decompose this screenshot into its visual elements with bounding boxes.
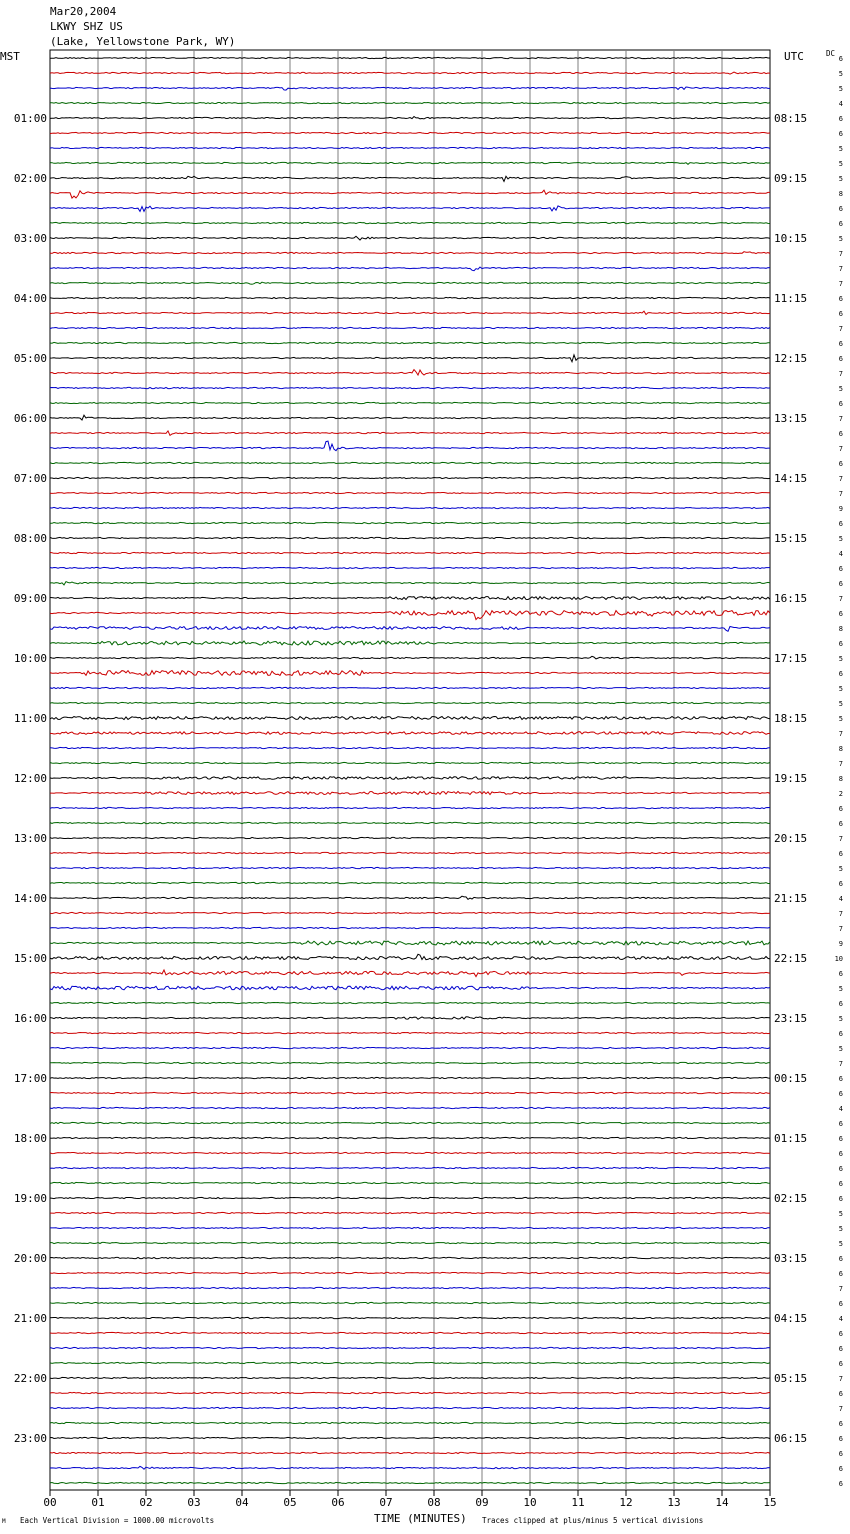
x-tick-label: 03 (187, 1496, 201, 1509)
dc-offset-value: 7 (838, 760, 843, 768)
clip-note: Traces clipped at plus/minus 5 vertical divisions (482, 1516, 704, 1525)
dc-offset-value: 5 (838, 1045, 843, 1053)
trace-row (50, 1317, 770, 1318)
trace-row (50, 1407, 770, 1408)
header-date: Mar20,2004 (50, 5, 117, 18)
trace-row (50, 222, 770, 223)
left-hour-label: 17:00 (13, 1072, 47, 1085)
dc-offset-value: 6 (838, 1075, 843, 1083)
trace-row (50, 1437, 770, 1438)
dc-offset-value: 5 (838, 235, 843, 243)
dc-offset-value: 6 (838, 1345, 843, 1353)
left-hour-label: 20:00 (13, 1252, 47, 1265)
dc-offset-value: 7 (838, 1285, 843, 1293)
dc-offset-value: 6 (838, 1435, 843, 1443)
dc-offset-value: 6 (838, 55, 843, 63)
trace-row (50, 1092, 770, 1093)
dc-offset-value: 7 (838, 1375, 843, 1383)
trace-row (50, 732, 770, 735)
x-tick-label: 10 (523, 1496, 537, 1509)
trace-row (50, 176, 770, 181)
dc-offset-value: 6 (838, 670, 843, 678)
right-hour-label: 06:15 (774, 1432, 808, 1445)
trace-row (50, 641, 770, 645)
trace-row (50, 162, 770, 164)
trace-row (50, 355, 770, 362)
trace-row (50, 777, 770, 780)
dc-offset-value: 6 (838, 820, 843, 828)
trace-row (50, 1107, 770, 1108)
trace-row (50, 822, 770, 823)
dc-offset-value: 7 (838, 595, 843, 603)
trace-row (50, 927, 770, 928)
dc-offset-value: 8 (838, 190, 843, 198)
right-hour-label: 03:15 (774, 1252, 808, 1265)
trace-row (50, 1182, 770, 1183)
dc-offset-value: 6 (838, 1030, 843, 1038)
trace-row (50, 954, 770, 959)
dc-offset-value: 9 (838, 505, 843, 513)
dc-offset-value: 7 (838, 280, 843, 288)
dc-offset-value: 5 (838, 1240, 843, 1248)
trace-row (50, 477, 770, 478)
left-hour-label: 19:00 (13, 1192, 47, 1205)
dc-offset-value: 7 (838, 415, 843, 423)
x-tick-label: 11 (571, 1496, 585, 1509)
left-hour-label: 23:00 (13, 1432, 47, 1445)
trace-row (50, 327, 770, 328)
left-hour-label: 13:00 (13, 832, 47, 845)
dc-offset-value: 6 (838, 130, 843, 138)
dc-label: DC (826, 49, 836, 58)
trace-row (50, 896, 770, 899)
scale-note: Each Vertical Division = 1000.00 microvolts (20, 1516, 215, 1525)
left-hour-label: 12:00 (13, 772, 47, 785)
trace-row (50, 867, 770, 868)
dc-offset-value: 2 (838, 790, 843, 798)
right-hour-label: 02:15 (774, 1192, 808, 1205)
trace-row (50, 1137, 770, 1138)
x-tick-label: 07 (379, 1496, 393, 1509)
x-tick-label: 05 (283, 1496, 297, 1509)
trace-row (50, 567, 770, 568)
trace-row (50, 1032, 770, 1033)
dc-offset-value: 5 (838, 685, 843, 693)
trace-row (50, 462, 770, 463)
dc-offset-value: 6 (838, 610, 843, 618)
dc-offset-value: 5 (838, 1210, 843, 1218)
left-hour-label: 11:00 (13, 712, 47, 725)
dc-offset-value: 7 (838, 490, 843, 498)
trace-row (50, 102, 770, 103)
dc-offset-value: 6 (838, 520, 843, 528)
trace-row (50, 311, 770, 314)
right-hour-label: 22:15 (774, 952, 808, 965)
left-hour-label: 21:00 (13, 1312, 47, 1325)
trace-row (50, 807, 770, 808)
dc-offset-value: 6 (838, 460, 843, 468)
dc-offset-value: 6 (838, 565, 843, 573)
trace-row (50, 552, 770, 553)
trace-row (50, 1392, 770, 1393)
dc-offset-value: 6 (838, 805, 843, 813)
dc-offset-value: 6 (838, 1270, 843, 1278)
dc-offset-value: 10 (834, 955, 843, 963)
dc-offset-value: 6 (838, 850, 843, 858)
right-hour-label: 13:15 (774, 412, 808, 425)
left-hour-label: 06:00 (13, 412, 47, 425)
dc-offset-value: 9 (838, 940, 843, 948)
left-hour-label: 15:00 (13, 952, 47, 965)
trace-row (50, 1257, 770, 1258)
right-hour-label: 05:15 (774, 1372, 808, 1385)
trace-row (50, 1362, 770, 1363)
dc-offset-value: 6 (838, 430, 843, 438)
trace-row (50, 792, 770, 795)
dc-offset-value: 6 (838, 580, 843, 588)
right-hour-label: 00:15 (774, 1072, 808, 1085)
trace-row (50, 252, 770, 254)
trace-row (50, 57, 770, 58)
dc-offset-value: 5 (838, 160, 843, 168)
trace-row (50, 882, 770, 883)
trace-row (50, 671, 770, 676)
x-tick-label: 01 (91, 1496, 105, 1509)
trace-row (50, 431, 770, 436)
trace-row (50, 415, 770, 420)
x-tick-label: 13 (667, 1496, 681, 1509)
x-tick-label: 14 (715, 1496, 729, 1509)
x-tick-label: 02 (139, 1496, 153, 1509)
dc-offset-value: 5 (838, 70, 843, 78)
trace-row (50, 1347, 770, 1348)
dc-offset-value: 6 (838, 1465, 843, 1473)
trace-row (50, 282, 770, 284)
trace-row (50, 1017, 770, 1019)
dc-offset-value: 6 (838, 310, 843, 318)
trace-row (50, 342, 770, 343)
trace-row (50, 1122, 770, 1123)
left-hour-label: 07:00 (13, 472, 47, 485)
trace-row (50, 611, 770, 620)
dc-offset-value: 6 (838, 1450, 843, 1458)
trace-row (50, 72, 770, 74)
header-location: (Lake, Yellowstone Park, WY) (50, 35, 236, 48)
x-tick-label: 09 (475, 1496, 489, 1509)
dc-offset-value: 6 (838, 1000, 843, 1008)
dc-offset-value: 4 (838, 550, 843, 558)
trace-row (50, 687, 770, 688)
left-timezone-label: MST (0, 50, 20, 63)
left-hour-label: 18:00 (13, 1132, 47, 1145)
right-hour-label: 08:15 (774, 112, 808, 125)
right-hour-label: 10:15 (774, 232, 808, 245)
dc-offset-value: 6 (838, 970, 843, 978)
dc-offset-value: 5 (838, 535, 843, 543)
dc-offset-value: 6 (838, 355, 843, 363)
dc-offset-value: 4 (838, 1315, 843, 1323)
left-hour-label: 14:00 (13, 892, 47, 905)
left-hour-label: 10:00 (13, 652, 47, 665)
dc-offset-value: 6 (838, 1165, 843, 1173)
dc-offset-value: 6 (838, 1255, 843, 1263)
right-hour-label: 20:15 (774, 832, 808, 845)
x-tick-label: 00 (43, 1496, 57, 1509)
dc-offset-value: 6 (838, 1180, 843, 1188)
x-tick-label: 08 (427, 1496, 441, 1509)
dc-offset-value: 6 (838, 1135, 843, 1143)
dc-offset-value: 5 (838, 1015, 843, 1023)
dc-offset-value: 7 (838, 325, 843, 333)
right-timezone-label: UTC (784, 50, 804, 63)
x-tick-label: 12 (619, 1496, 633, 1509)
trace-row (50, 387, 770, 388)
left-hour-label: 16:00 (13, 1012, 47, 1025)
left-hour-label: 22:00 (13, 1372, 47, 1385)
right-hour-label: 11:15 (774, 292, 808, 305)
dc-offset-value: 5 (838, 1225, 843, 1233)
dc-offset-value: 7 (838, 910, 843, 918)
trace-row (50, 970, 770, 977)
trace-row (50, 762, 770, 763)
trace-row (50, 1152, 770, 1153)
x-tick-label: 04 (235, 1496, 249, 1509)
dc-offset-value: 5 (838, 715, 843, 723)
trace-row (50, 941, 770, 945)
dc-offset-value: 7 (838, 265, 843, 273)
right-hour-label: 23:15 (774, 1012, 808, 1025)
trace-row (50, 1422, 770, 1423)
dc-offset-value: 6 (838, 1120, 843, 1128)
right-hour-label: 01:15 (774, 1132, 808, 1145)
trace-row (50, 402, 770, 403)
dc-offset-value: 7 (838, 1060, 843, 1068)
trace-row (50, 117, 770, 119)
dc-offset-value: 4 (838, 100, 843, 108)
dc-offset-value: 6 (838, 1150, 843, 1158)
trace-row (50, 986, 770, 990)
dc-offset-value: 6 (838, 640, 843, 648)
x-tick-label: 15 (763, 1496, 777, 1509)
left-hour-label: 01:00 (13, 112, 47, 125)
trace-row (50, 1197, 770, 1198)
left-hour-label: 04:00 (13, 292, 47, 305)
trace-row (50, 1272, 770, 1273)
dc-offset-value: 7 (838, 835, 843, 843)
dc-offset-value: 7 (838, 730, 843, 738)
dc-offset-value: 6 (838, 295, 843, 303)
trace-row (50, 852, 770, 853)
right-hour-label: 04:15 (774, 1312, 808, 1325)
trace-row (50, 702, 770, 703)
right-hour-label: 17:15 (774, 652, 808, 665)
trace-row (50, 132, 770, 133)
trace-row (50, 190, 770, 198)
dc-offset-value: 4 (838, 1105, 843, 1113)
plot-frame (50, 50, 770, 1490)
trace-row (50, 441, 770, 451)
dc-offset-value: 6 (838, 1090, 843, 1098)
right-hour-label: 16:15 (774, 592, 808, 605)
left-hour-label: 05:00 (13, 352, 47, 365)
right-hour-label: 15:15 (774, 532, 808, 545)
trace-row (50, 582, 770, 585)
dc-offset-value: 5 (838, 700, 843, 708)
trace-row (50, 656, 770, 659)
trace-row (50, 87, 770, 90)
dc-offset-value: 6 (838, 1300, 843, 1308)
dc-offset-value: 7 (838, 250, 843, 258)
trace-row (50, 522, 770, 523)
dc-offset-value: 5 (838, 85, 843, 93)
dc-offset-value: 7 (838, 370, 843, 378)
dc-offset-value: 4 (838, 895, 843, 903)
trace-row (50, 236, 770, 240)
dc-offset-value: 5 (838, 655, 843, 663)
dc-offset-value: 6 (838, 340, 843, 348)
left-hour-label: 03:00 (13, 232, 47, 245)
x-axis-title: TIME (MINUTES) (374, 1512, 467, 1525)
dc-offset-value: 7 (838, 925, 843, 933)
trace-row (50, 1062, 770, 1063)
dc-offset-value: 8 (838, 625, 843, 633)
dc-offset-value: 8 (838, 745, 843, 753)
trace-row (50, 1482, 770, 1483)
trace-row (50, 1212, 770, 1213)
trace-row (50, 537, 770, 538)
right-hour-label: 19:15 (774, 772, 808, 785)
trace-row (50, 1466, 770, 1469)
trace-row (50, 1047, 770, 1048)
trace-row (50, 1227, 770, 1228)
trace-row (50, 1077, 770, 1078)
trace-row (50, 912, 770, 913)
right-hour-label: 18:15 (774, 712, 808, 725)
dc-offset-value: 6 (838, 400, 843, 408)
trace-row (50, 492, 770, 493)
right-hour-label: 09:15 (774, 172, 808, 185)
dc-offset-value: 6 (838, 1195, 843, 1203)
dc-offset-value: 7 (838, 445, 843, 453)
trace-row (50, 1302, 770, 1303)
trace-row (50, 1287, 770, 1288)
dc-offset-value: 6 (838, 1330, 843, 1338)
right-hour-label: 21:15 (774, 892, 808, 905)
dc-offset-value: 6 (838, 880, 843, 888)
left-hour-label: 09:00 (13, 592, 47, 605)
trace-row (50, 747, 770, 748)
trace-row (50, 267, 770, 271)
right-hour-label: 12:15 (774, 352, 808, 365)
header-station: LKWY SHZ US (50, 20, 123, 33)
trace-row (50, 297, 770, 298)
dc-offset-value: 5 (838, 865, 843, 873)
trace-row (50, 597, 770, 600)
left-hour-label: 02:00 (13, 172, 47, 185)
dc-offset-value: 6 (838, 220, 843, 228)
trace-row (50, 1002, 770, 1003)
right-hour-label: 14:15 (774, 472, 808, 485)
trace-row (50, 1452, 770, 1453)
trace-row (50, 1167, 770, 1168)
dc-offset-value: 8 (838, 775, 843, 783)
dc-offset-value: 6 (838, 1420, 843, 1428)
trace-row (50, 627, 770, 632)
dc-offset-value: 6 (838, 205, 843, 213)
trace-row (50, 1332, 770, 1333)
dc-offset-value: 7 (838, 475, 843, 483)
trace-row (50, 717, 770, 720)
trace-row (50, 1377, 770, 1378)
dc-offset-value: 6 (838, 1390, 843, 1398)
trace-row (50, 1242, 770, 1243)
trace-row (50, 147, 770, 148)
trace-row (50, 507, 770, 508)
x-tick-label: 06 (331, 1496, 345, 1509)
dc-offset-value: 5 (838, 985, 843, 993)
trace-row (50, 370, 770, 375)
dc-offset-value: 5 (838, 145, 843, 153)
dc-offset-value: 6 (838, 115, 843, 123)
corner-mark: M (2, 1518, 6, 1525)
left-hour-label: 08:00 (13, 532, 47, 545)
dc-offset-value: 6 (838, 1360, 843, 1368)
dc-offset-value: 6 (838, 1480, 843, 1488)
dc-offset-value: 5 (838, 385, 843, 393)
dc-offset-value: 5 (838, 175, 843, 183)
trace-row (50, 206, 770, 212)
trace-row (50, 837, 770, 838)
dc-offset-value: 7 (838, 1405, 843, 1413)
